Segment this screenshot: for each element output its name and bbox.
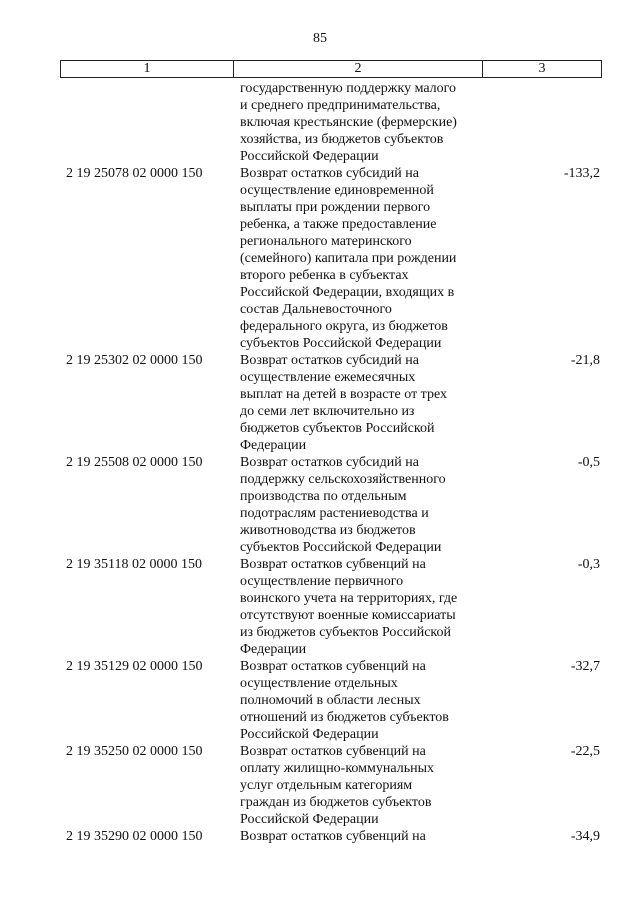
- revenue-name-line: осуществление ежемесячных: [240, 370, 416, 385]
- revenue-name-line: услуг отдельным категориям: [240, 778, 413, 793]
- revenue-name: [232, 556, 480, 658]
- revenue-name-line: поддержку сельскохозяйственного: [240, 472, 446, 487]
- amount-value: -0,3: [577, 557, 600, 572]
- revenue-name: [232, 658, 480, 743]
- revenue-name-line: хозяйства, из бюджетов субъектов: [240, 132, 444, 147]
- revenue-name: [232, 80, 480, 165]
- revenue-name-line: включая крестьянские (фермерские): [240, 115, 457, 130]
- revenue-name: [232, 454, 480, 556]
- revenue-name: [232, 352, 480, 454]
- revenue-name-line: Федерации: [240, 642, 307, 657]
- revenue-name-line: Возврат остатков субвенций на: [240, 744, 426, 759]
- revenue-name-line: производства по отдельным: [240, 489, 407, 504]
- amount-value: -32,7: [570, 659, 600, 674]
- table-row: [60, 165, 602, 352]
- revenue-name-line: бюджетов субъектов Российской: [240, 421, 435, 436]
- revenue-name-line: и среднего предпринимательства,: [240, 98, 441, 113]
- amount-value: -133,2: [563, 166, 600, 181]
- classification-code: 2 19 35250 02 0000 150: [66, 744, 203, 759]
- revenue-name-line: животноводства из бюджетов: [240, 523, 416, 538]
- table-row: [60, 828, 602, 845]
- revenue-name: [232, 828, 480, 845]
- revenue-name-line: регионального материнского: [240, 234, 412, 249]
- revenue-name-line: субъектов Российской Федерации: [240, 540, 442, 555]
- revenue-name-line: до семи лет включительно из: [240, 404, 415, 419]
- revenue-name-line: государственную поддержку малого: [240, 81, 457, 96]
- revenue-name-line: Федерации: [240, 438, 307, 453]
- revenue-name-line: Российской Федерации: [240, 812, 379, 827]
- revenue-name-line: воинского учета на территориях, где: [240, 591, 458, 606]
- revenue-name-line: выплаты при рождении первого: [240, 200, 431, 215]
- table-column-header-row: [60, 60, 602, 78]
- revenue-name: [232, 743, 480, 828]
- revenue-name-line: Возврат остатков субсидий на: [240, 353, 419, 368]
- revenue-name-line: второго ребенка в субъектах: [240, 268, 409, 283]
- revenue-name-line: Возврат остатков субсидий на: [240, 455, 419, 470]
- revenue-name-line: отношений из бюджетов субъектов: [240, 710, 449, 725]
- revenue-name-line: Российской Федерации: [240, 149, 379, 164]
- revenue-name-line: (семейного) капитала при рождении: [240, 251, 457, 266]
- revenue-name-line: из бюджетов субъектов Российской: [240, 625, 451, 640]
- revenue-name-line: субъектов Российской Федерации: [240, 336, 442, 351]
- page-number: 85: [313, 31, 327, 46]
- revenue-name-line: федерального округа, из бюджетов: [240, 319, 448, 334]
- revenue-name-line: осуществление единовременной: [240, 183, 434, 198]
- revenue-name-line: отсутствуют военные комиссариаты: [240, 608, 456, 623]
- classification-code: 2 19 25302 02 0000 150: [66, 353, 203, 368]
- column-header-2: 2: [234, 61, 483, 77]
- classification-code: 2 19 25078 02 0000 150: [66, 166, 203, 181]
- column-header-1: 1: [61, 61, 234, 77]
- revenue-name-line: граждан из бюджетов субъектов: [240, 795, 432, 810]
- revenue-name-line: подотраслям растениеводства и: [240, 506, 429, 521]
- amount-value: -34,9: [570, 829, 600, 844]
- revenue-name-line: состав Дальневосточного: [240, 302, 392, 317]
- amount-value: -22,5: [570, 744, 600, 759]
- classification-code: 2 19 35118 02 0000 150: [66, 557, 202, 572]
- revenue-name-line: Возврат остатков субсидий на: [240, 166, 419, 181]
- table-row: [60, 352, 602, 454]
- revenue-name-line: оплату жилищно-коммунальных: [240, 761, 434, 776]
- classification-code: 2 19 25508 02 0000 150: [66, 455, 203, 470]
- table-row: [60, 556, 602, 658]
- table-row: [60, 80, 602, 165]
- revenue-name-line: выплат на детей в возрасте от трех: [240, 387, 447, 402]
- revenue-name-line: Российской Федерации: [240, 727, 379, 742]
- revenue-name: [232, 165, 480, 352]
- revenue-name-line: Возврат остатков субвенций на: [240, 659, 426, 674]
- amount-value: -0,5: [577, 455, 600, 470]
- revenue-name-line: Возврат остатков субвенций на: [240, 557, 426, 572]
- classification-code: 2 19 35129 02 0000 150: [66, 659, 203, 674]
- column-header-3: 3: [538, 61, 546, 76]
- revenue-name-line: осуществление отдельных: [240, 676, 398, 691]
- table-row: [60, 743, 602, 828]
- revenue-name-line: ребенка, а также предоставление: [240, 217, 437, 232]
- table-body: [60, 80, 602, 845]
- amount-value: -21,8: [570, 353, 600, 368]
- revenue-name-line: осуществление первичного: [240, 574, 404, 589]
- revenue-name-line: Возврат остатков субвенций на: [240, 829, 426, 844]
- table-row: [60, 658, 602, 743]
- classification-code: 2 19 35290 02 0000 150: [66, 829, 203, 844]
- table-row: [60, 454, 602, 556]
- revenue-name-line: Российской Федерации, входящих в: [240, 285, 455, 300]
- revenue-name-line: полномочий в области лесных: [240, 693, 421, 708]
